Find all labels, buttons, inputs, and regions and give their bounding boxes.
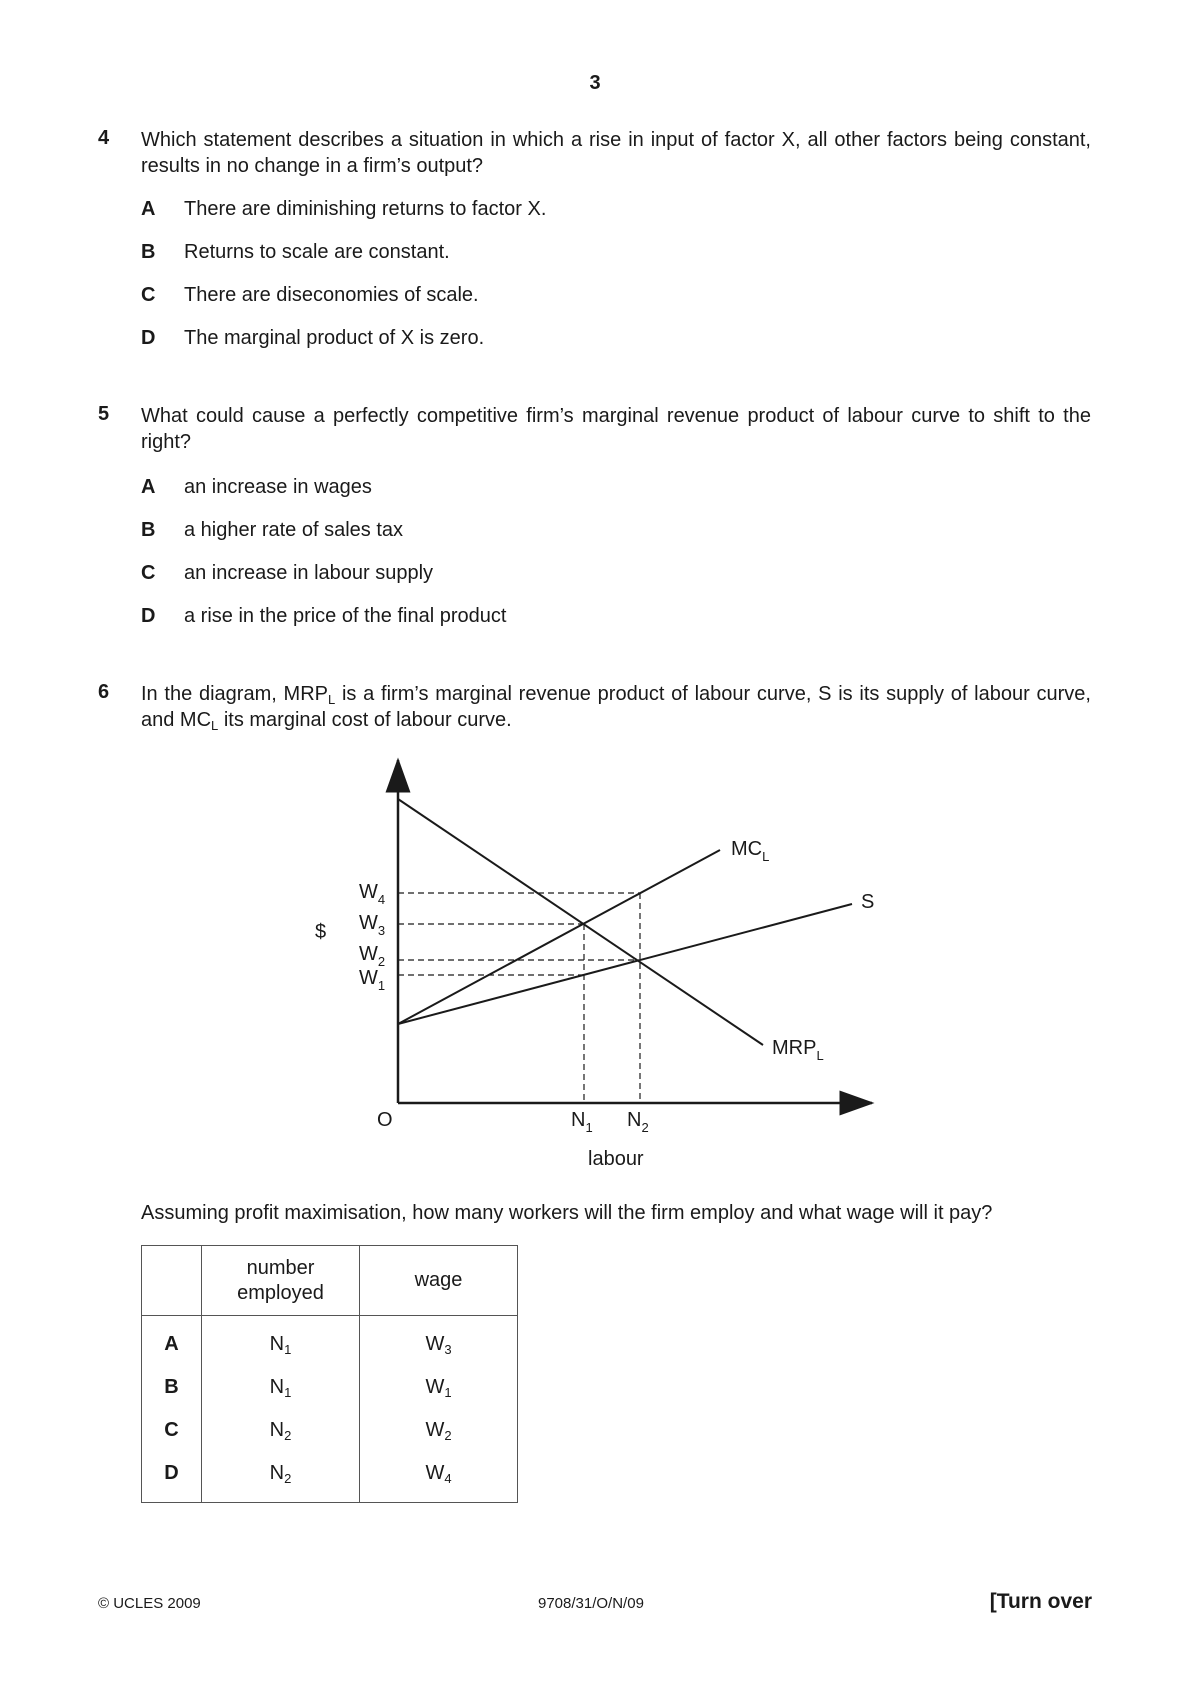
intro-part: In the diagram, MRP — [141, 683, 328, 705]
option-text: an increase in wages — [184, 476, 372, 498]
s-label: S — [861, 891, 875, 913]
n1-label: $N_1$ — [571, 1109, 593, 1135]
row-number: $N_1$ — [202, 1366, 360, 1409]
row-wage: $W_4$ — [360, 1452, 518, 1503]
question-4-number: 4 — [98, 127, 110, 149]
option-text: a rise in the price of the final product — [184, 605, 507, 627]
option-text: Returns to scale are constant. — [184, 241, 450, 263]
intro-part: is a firm’s marginal revenue product of labour curve, S is its supply of labour curve, and MC — [141, 683, 1091, 731]
question-6-text: Assuming profit maximisation, how many workers will the firm employ and what wage will it pay? — [141, 1202, 993, 1224]
row-wage: $W_1$ — [360, 1366, 518, 1409]
w2-label: $W_2$ — [359, 943, 386, 969]
option-letter: A — [141, 476, 156, 498]
w1-label: $W_1$ — [359, 967, 386, 993]
page-number: 3 — [589, 72, 601, 94]
row-wage: $W_2$ — [360, 1409, 518, 1452]
row-key: C — [142, 1409, 202, 1452]
option-letter: C — [141, 562, 156, 584]
row-number: $N_1$ — [202, 1316, 360, 1367]
table-row — [142, 1409, 518, 1452]
row-wage: $W_3$ — [360, 1316, 518, 1367]
option-letter: D — [141, 327, 156, 349]
mcl-label: $MC_L$ — [731, 838, 770, 864]
option-text: The marginal product of X is zero. — [184, 327, 485, 349]
option-letter: B — [141, 519, 156, 541]
option-text: There are diminishing returns to factor X. — [184, 198, 547, 220]
table-row — [142, 1452, 518, 1503]
option-text: a higher rate of sales tax — [184, 519, 404, 541]
row-number: $N_2$ — [202, 1452, 360, 1503]
mrpl-curve — [398, 799, 763, 1045]
w3-label: $W_3$ — [359, 912, 386, 938]
table-header-row — [142, 1246, 518, 1316]
s-curve — [398, 904, 852, 1024]
intro-subscript: L — [211, 718, 219, 733]
question-5-number: 5 — [98, 403, 110, 425]
option-text: There are diseconomies of scale. — [184, 284, 479, 306]
option-letter: B — [141, 241, 156, 263]
option-letter: A — [141, 198, 156, 220]
row-key: B — [142, 1366, 202, 1409]
n2-label: $N_2$ — [627, 1109, 649, 1135]
intro-subscript: L — [328, 692, 336, 707]
x-axis-label: labour — [588, 1148, 644, 1170]
question-4-text: Which statement describes a situation in which a rise in input of factor X, all other factors being constant, results in no change in a firm’s output? — [141, 129, 1091, 177]
table-row — [142, 1366, 518, 1409]
row-key: A — [142, 1316, 202, 1367]
intro-part: its marginal cost of labour curve. — [218, 709, 512, 731]
table-row — [142, 1316, 518, 1367]
row-number: $N_2$ — [202, 1409, 360, 1452]
origin-label: O — [377, 1109, 393, 1131]
footer-turn-over: [Turn over — [989, 1590, 1092, 1613]
option-letter: D — [141, 605, 156, 627]
y-axis-label: $ — [315, 921, 327, 943]
table-header-empty — [142, 1246, 202, 1316]
row-key: D — [142, 1452, 202, 1503]
question-6-number: 6 — [98, 681, 110, 703]
option-text: an increase in labour supply — [184, 562, 434, 584]
answer-table — [141, 1245, 518, 1503]
table-header-wage: wage — [360, 1246, 518, 1316]
mcl-curve — [398, 850, 720, 1024]
question-5-text: What could cause a perfectly competitive firm’s marginal revenue product of labour curve to shift to the right? — [141, 405, 1091, 453]
w4-label: $W_4$ — [359, 881, 386, 907]
table-header-number-employed: number employed — [202, 1246, 360, 1316]
footer-code: 9708/31/O/N/09 — [538, 1595, 644, 1612]
mrpl-label: $MRP_L$ — [772, 1037, 824, 1063]
option-letter: C — [141, 284, 156, 306]
footer-copyright: © UCLES 2009 — [98, 1595, 201, 1612]
